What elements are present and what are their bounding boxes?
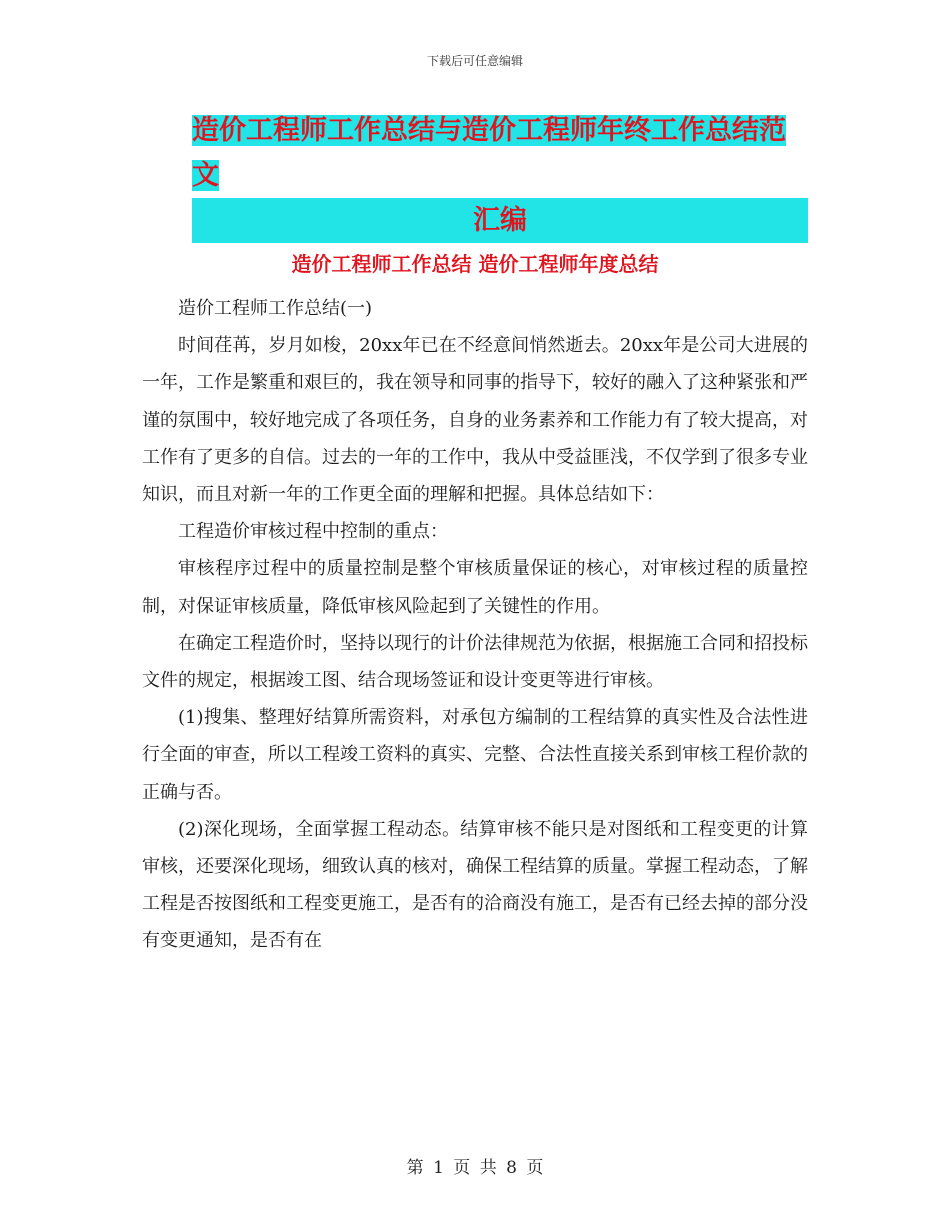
document-title-line-2: 汇编 — [473, 205, 527, 236]
paragraph: 造价工程师工作总结(一) — [178, 298, 373, 319]
paragraph: (2)深化现场，全面掌握工程动态。结算审核不能只是对图纸和工程变更的计算审核，还要深化现场，细致认真的核对，确保工程结算的质量。掌握工程动态，了解工程是否按图纸和工程变更施工，是否有的洽商没有施工，是否有已经去掉的部分没有变更通知，是否有在 — [142, 818, 808, 952]
body-text — [142, 290, 808, 960]
paragraph: 工程造价审核过程中控制的重点： — [178, 521, 448, 543]
header-note: 下载后可任意编辑 — [426, 54, 523, 68]
paragraph: 审核程序过程中的质量控制是整个审核质量保证的核心，对审核过程的质量控制，对保证审核质量，降低审核风险起到了关键性的作用。 — [142, 558, 808, 617]
paragraph: 时间荏苒，岁月如梭，20xx年已在不经意间悄然逝去。20xx年是公司大进展的一年，工作是繁重和艰巨的，我在领导和同事的指导下，较好的融入了这种紧张和严谨的氛围中，较好地完成了各项任务，自身的业务素养和工作能力有了较大提高，对工作有了更多的自信。过去的一年的工作中，我从中受益匪浅，不仅学到了很多专业知识，而且对新一年的工作更全面的理解和把握。具体总结如下： — [142, 335, 808, 506]
page-footer: 第 1 页 共 8 页 — [406, 1158, 544, 1178]
document-title-line-1: 造价工程师工作总结与造价工程师年终工作总结范文 — [192, 115, 786, 191]
paragraph: (1)搜集、整理好结算所需资料，对承包方编制的工程结算的真实性及合法性进行全面的审查，所以工程竣工资料的真实、完整、合法性直接关系到审核工程价款的正确与否。 — [142, 707, 808, 803]
paragraph: 在确定工程造价时，坚持以现行的计价法律规范为依据，根据施工合同和招投标文件的规定，根据竣工图、结合现场签证和设计变更等进行审核。 — [142, 632, 808, 692]
section-heading: 造价工程师工作总结 造价工程师年度总结 — [291, 252, 659, 276]
document-title — [192, 108, 808, 243]
